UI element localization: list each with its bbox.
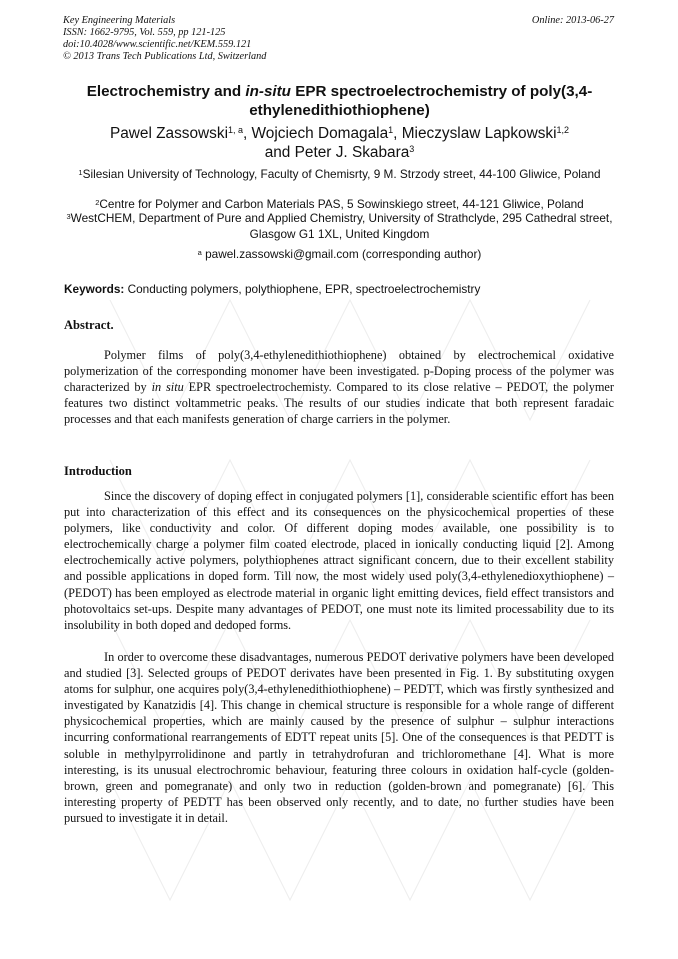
affiliation-2-text: Centre for Polymer and Carbon Materials PAS, 5 Sowinskiego street, 44-121 Gliwice, Poland	[99, 197, 584, 211]
keywords-text: Conducting polymers, polythiophene, EPR, spectroelectrochemistry	[124, 282, 481, 296]
author-4: and Peter J. Skabara	[264, 144, 410, 161]
author-1-sup: 1, a	[227, 125, 243, 135]
journal-copyright: © 2013 Trans Tech Publications Ltd, Switzerland	[63, 51, 267, 62]
author-3: , Mieczyslaw Lapkowski	[393, 125, 557, 142]
intro-paragraph-2: In order to overcome these disadvantages, numerous PEDOT derivative polymers have been developed and studied [3]. Selected groups of PEDOT derivates have been presented in Fig. 1. By substituting oxygen atoms for sulphur, one acquires poly(3,4-ethylenedithiothiophene) – PEDTT, which was firstly synthesized and investigated by Kanatzidis [4]. This change in chemical structure is responsible for a whole range of different physicochemical properties, which are mainly caused by the presence of sulphur – sulphur interactions incurring conformational rearrangements of EDTT repeat units [5]. One of the consequences is that PEDTT is soluble in methylpyrrolidinone and partly in tetrahydrofuran and trichloromethane [4]. What is more interesting, is its unusual electrochromic behaviour, featuring three colours in oxidation half-cycle (golden-brown, green and pomegranate) and only two in reduction (golden-brown and pomegranate) [6]. This interesting property of PEDTT has been observed only recently, and to date, no further studies have been pursued to investigate it in detail.	[64, 650, 614, 825]
keywords-label: Keywords:	[64, 282, 125, 296]
title-part2: EPR spectroelectrochemistry of poly(3,4-ethylenedithiothiophene)	[249, 83, 593, 119]
introduction-heading: Introduction	[64, 464, 132, 478]
email-text: pawel.zassowski@gmail.com (corresponding author)	[205, 247, 482, 261]
journal-issn: ISSN: 1662-9795, Vol. 559, pp 121-125	[63, 27, 226, 38]
abstract-italic: in situ	[151, 380, 184, 395]
affiliation-3-sup: 3	[66, 212, 71, 221]
author-2: , Wojciech Domagala	[243, 125, 389, 142]
affiliation-2-sup: 2	[95, 198, 100, 207]
corresponding-email	[64, 247, 615, 263]
author-2-sup: 1	[388, 125, 394, 135]
journal-name: Key Engineering Materials	[63, 15, 176, 26]
abstract-text-b: EPR spectroelectrochemisty. Compared to its close relative – PEDOT, the polymer features two distinct voltammetric peaks. The results of our studies indicate that both represent faradaic processes and that each manifests generation of charge carriers in the polymer.	[64, 380, 614, 427]
author-4-sup: 3	[409, 144, 415, 154]
affiliation-1-sup: 1	[78, 168, 83, 177]
abstract-text-a: Polymer films of poly(3,4-ethylenedithiothiophene) obtained by electrochemical oxidative polymerization of the corresponding monomer have been investigated. p-Doping process of the polymer was characterized by	[64, 348, 614, 395]
online-date: Online: 2013-06-27	[531, 15, 614, 26]
affiliation-3	[64, 211, 615, 242]
affiliation-3-text: WestCHEM, Department of Pure and Applied Chemistry, University of Strathclyde, 295 Cathedral street, Glasgow G1 1XL, United Kingdom	[70, 211, 613, 241]
email-sup: a	[197, 248, 202, 257]
intro-paragraph-1: Since the discovery of doping effect in conjugated polymers [1], considerable scientific effort has been put into characterization of this effect and its consequences on the physicochemical properties of these polymers, like conductivity and color. Of different doping modes available, one possibility is to electrochemically charge a polymer film coated electrode, placed in ionically conducting liquid [2]. Among electrochemically active polymers, polythiophenes attract significant concern, due to their excellent stability and possible applications in doped form. Till now, the most widely used poly(3,4-ethylenedioxythiophene) – (PEDOT) has been employed as electrode material in organic light emitting devices, field effect transistors and photovoltaics set-ups. Despite many advantages of PEDOT, one must note its limited processability due to its insolubility in both doped and dedoped forms.	[64, 489, 614, 632]
abstract-heading: Abstract.	[64, 318, 114, 332]
abstract-paragraph	[64, 347, 614, 427]
author-1: Pawel Zassowski	[109, 125, 228, 142]
journal-doi: doi:10.4028/www.scientific.net/KEM.559.121	[63, 39, 252, 50]
author-3-sup: 1,2	[556, 125, 570, 135]
author-list	[64, 124, 615, 162]
affiliation-1	[64, 167, 615, 183]
paper-title	[64, 82, 615, 120]
title-part1: Electrochemistry and	[86, 83, 246, 100]
journal-header	[63, 15, 266, 63]
title-italic: in-situ	[245, 83, 291, 100]
keywords	[64, 282, 615, 297]
affiliation-1-text: Silesian University of Technology, Faculty of Chemisrty, 9 M. Strzody street, 44-100 Gliwice, Poland	[82, 167, 601, 181]
